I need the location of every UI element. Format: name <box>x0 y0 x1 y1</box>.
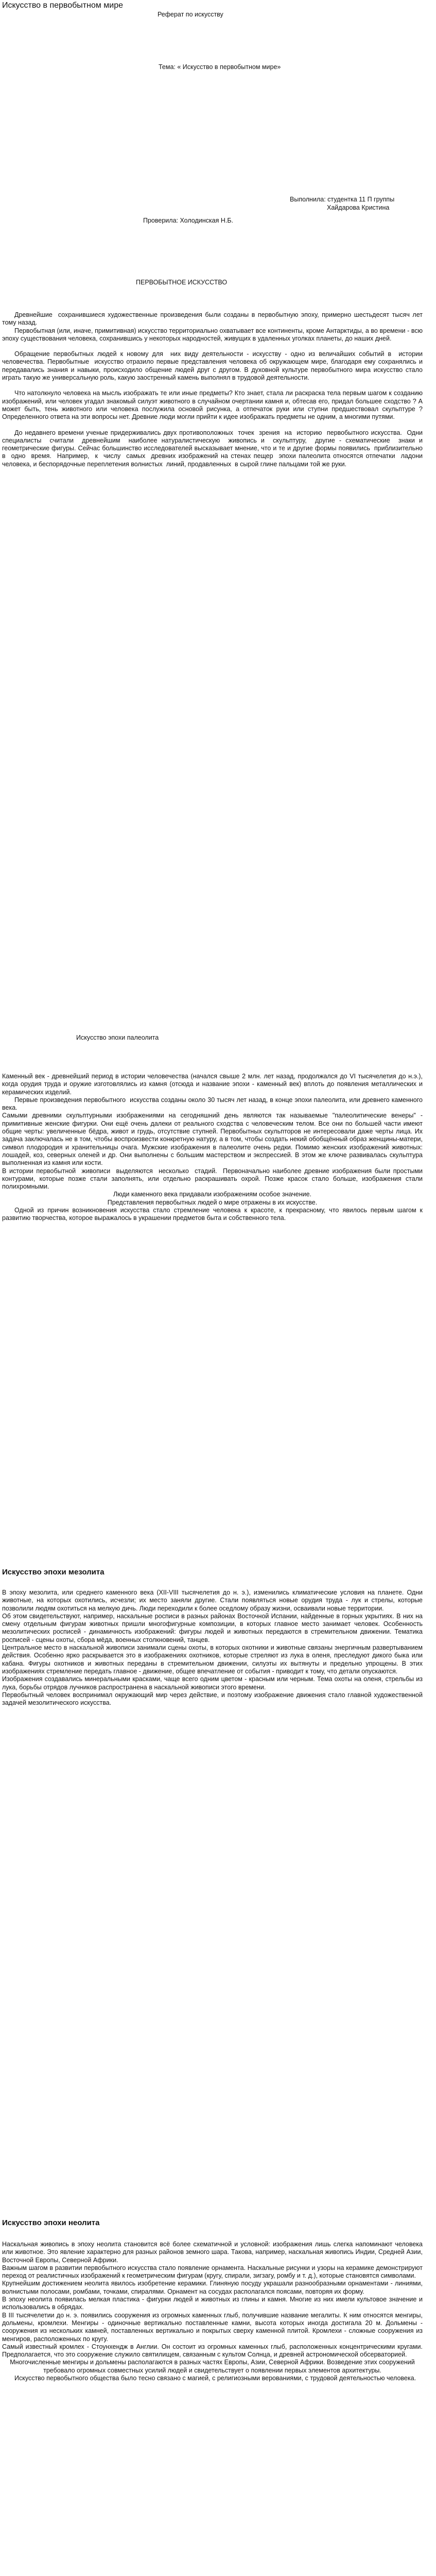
paragraph: Самыми древними скульптурными изображениями на сегодняшний день являются так называемые "палеолитические венеры" - примитивные женские фигурки. Они ещё очень далеки от реального сходства с человеческим телом. Все они по большей части имеют общие черты: увеличенные бёдра, живот и грудь, отсутствие ступней. Первобытных скульпторов не интересовали даже черты лица. Их задача заключалась не в том, чтобы воспроизвести конкретную натуру, а в том, чтобы создать некий обобщённый образ женщины-матери, символ плодородия и хранительницы очага. Мужские изображения в палеолите очень редки. Помимо женских изображений животных: лошадей, коз, северных оленей и др. Они выполнены с большим мастерством и экспрессией. В этом же ключе развивалась скульптура выполненная из камня или кости. <box>2 1112 425 1167</box>
performer-name: Хайдарова Кристина <box>327 204 390 211</box>
paragraph: Самый известный кромлех - Стоунхендж в Англии. Он состоит из огромных каменных глыб, расположенных концентрическими кругами. Предполагается, что это сооружение служило святилищем, связанным с культом Солнца, и древней астрономической обсерваторией. <box>2 2343 425 2359</box>
paragraph: В истории первобытной живописи выделяются несколько стадий. Первоначально наиболее древние изображения были простыми контурами, которые позже стали заполнять, или отдельно раскрашивать охрой. Позже красок стало больше, изображения стали полихромными. <box>2 1167 425 1191</box>
paragraph: Каменный век - древнейший период в истории человечества (начался свыше 2 млн. лет назад, продолжался до VI тысячелетия до н.э.), когда орудия труда и оружие изготовлялись из камня (отсюда и название эпохи - каменный век) вплоть до появления металлических и керамических изделий. <box>2 1073 425 1096</box>
paragraph: До недавнего времени ученые придерживались двух противоположных точек зрения на историю первобытного искусства. Одни специалисты считали древнейшим наиболее натуралистическую живопись и скульптуру, другие - схематические знаки и геометрические фигуры. Сейчас большинство исследователей высказывает мнение, что и те и другие формы появились приблизительно в одно время. Например, к числу самых древних изображений на стенах пещер эпохи палеолита относятся отпечатки ладони человека, и беспорядочные переплетения волнистых линий, продавленных в сырой глине пальцами той же руки. <box>2 429 426 468</box>
paragraph: Первые произведения первобытного искусства созданы около 30 тысяч лет назад, в конце эпохи палеолита, или древнего каменного века. <box>2 1096 425 1112</box>
paragraph: Наскальная живопись в эпоху неолита становится всё более схематичной и условной: изображения лишь слегка напоминают человека или животное. Это явление характерно для разных районов земного шара. Такова, например, наскальная живопись Индии, Средней Азии, Восточной Европы, Северной Африки. <box>2 2241 425 2264</box>
paragraph: Представления первобытных людей о мире отражены в их искусстве. <box>107 1198 318 1206</box>
paragraph: Об этом свидетельствуют, например, наскальные росписи в разных районах Восточной Испании, найденные в горных укрытиях. В них на смену отдельным фигурам животных пришли многофигурные композиции, в которых главное место занимает человек. Особенность мезолитических росписей - динамичность изображений: фигуры людей и животных передаются в стремительном движении. Тематика росписей - сцены охоты, сбора мёда, военных столкновений, танцев. <box>2 1612 425 1643</box>
document-title: Искусство в первобытном мире <box>2 1 124 10</box>
paragraph: Искусство первобытного общества было тесно связано с магией, с религиозными верованиями, с трудовой деятельностью человека. <box>14 2375 416 2382</box>
checker-line: Проверила: Холодинская Н.Б. <box>143 217 233 224</box>
performer-line: Выполнила: студентка 11 П группы <box>290 196 395 203</box>
paragraph: Крупнейшим достижением неолита явилось изобретение керамики. Глиняную посуду украшали разнообразными орнаментами - линиями, волнистыми полосами, ромбами, точками, спиралями. Орнамент на сосудах располагался поясами, повторяя их форму. <box>2 2280 425 2295</box>
paragraph: Центральное место в наскальной живописи занимали сцены охоты, в которых охотники и животные связаны энергичным развертыванием действия. Особенно ярко раскрывается это в изображениях охотников, которые стреляют из лука в оленя, преследуют дикого быка или кабана. Фигуры охотников и животных переданы в стремительном движении, силуэты их вытянуты и предельно упрощены. В этих изображениях стремление передать главное - движение, общее впечатление от события - приводит к тому, что детали опускаются. <box>2 1644 425 1675</box>
paleolith-text-block <box>2 1073 423 1223</box>
section-heading-primitive-art: ПЕРВОБЫТНОЕ ИСКУССТВО <box>136 279 228 286</box>
paragraph: Обращение первобытных людей к новому для них виду деятельности - искусству - одно из величайших событий в истории человечества. Первобытные искусство отразило первые представления человека об окружающем мире, благодаря ему сохранялись и передавались знания и навыки, происходило общение людей друг с другом. В духовной культуре первобытного мира искусство стало играть такую же универсальную роль, какую заостренный камень выполнял в трудовой деятельности. <box>2 350 425 382</box>
paragraph: Многочисленные менгиры и дольмены располагаются в разных частях Европы, Азии, Северной Африки. Возведение этих сооружений требовало огромных совместных усилий людей и свидетельствует о появлении первых элементов архитектуры. <box>10 2359 417 2374</box>
intro-text-block <box>2 311 426 468</box>
paragraph: Люди каменного века придавали изображениям особое значение. <box>113 1191 312 1198</box>
document-topic: Тема: « Искусство в первобытном мире» <box>159 63 281 71</box>
paragraph: В III тысячелетии до н. э. появились сооружения из огромных каменных глыб, получившие название мегалиты. К ним относятся менгиры, дольмены, кромлехи. Менгиры - одиночные вертикально поставленные камни, высота которых иногда достигала 20 м. Дольмены - сооружения из нескольких камней, поставленных вертикально и покрытых сверху каменной плитой. Кромлехи - сложные сооружения из менгиров, расположенных по кругу. <box>2 2311 425 2343</box>
section-title-neolithic: Искусство эпохи неолита <box>2 2218 100 2227</box>
illustrations-caption: Искусство эпохи палеолита <box>76 1034 159 1041</box>
paragraph: Первобытная (или, иначе, примитивная) искусство территориально охватывает все континенты, кроме Антарктиды, а во времени - всю эпоху существования человека, сохранившись у некоторых народностей, живущих в удаленных уголках планеты, до наших дней. <box>2 327 425 342</box>
mesolithic-text-block <box>2 1589 423 1707</box>
paragraph: Важным шагом в развитии первобытного искусства стало появление орнамента. Наскальные рисунки и узоры на керамике демонстрируют переход от реалистичных изображений к геометрическим фигурам (кругу, спирали, зигзагу, ромбу и т. д.), которые становятся символами. <box>2 2264 425 2280</box>
paragraph: Изображения создавались минеральными красками, чаще всего одним цветом - красным или черным. Тема охоты на оленя, стрельбы из лука, борьбы отрядов лучников распространена в наскальной живописи этого времени. <box>2 1675 425 1691</box>
paragraph: Древнейшие сохранившиеся художественные произведения были созданы в первобытную эпоху, примерно шестьдесят тысяч лет тому назад. <box>2 311 425 327</box>
paragraph: Первобытный человек воспринимал окружающий мир через действие, и поэтому изображение движения стало главной художественной задачей мезолитического искусства. <box>2 1691 425 1707</box>
neolithic-text-block <box>2 2241 423 2382</box>
paragraph: В эпоху мезолита, или среднего каменного века (XII-VIII тысячелетия до н. э.), изменились климатические условия на планете. Одни животные, на которых охотились, исчезли; их место заняли другие. Стали появляться новые орудия труда - лук и стрелы, которые позволили людям охотиться на мелкую дичь. Люди переходили к более оседлому образу жизни, осваивали новые территории. <box>2 1589 425 1612</box>
paragraph: Что натолкнуло человека на мысль изображать те или иные предметы? Кто знает, стала ли раскраска тела первым шагом к созданию изображений, или человек угадал знакомый силуэт животного в случайном очертании камня и, обтесав его, придал большее сходство ? А может быть, тень животного или человека послужила основой рисунка, а отпечаток руки или ступни предшествовал скульптуре ? Определенного ответа на эти вопросы нет. Древние люди могли прийти к идее изображать предметы не одним, а многими путями. <box>2 389 425 421</box>
paragraph: В эпоху неолита появилась мелкая пластика - фигурки людей и животных из глины и камня. Многие из них имели культовое значение и использовались в обрядах. <box>2 2296 425 2311</box>
section-title-mesolithic: Искусство эпохи мезолита <box>2 1568 104 1577</box>
paragraph: Одной из причин возникновения искусства стало стремление человека к красоте, к прекрасному, что явилось первым шагом к развитию творчества, которое выражалось в украшении предметов быта и собственного тела. <box>2 1207 425 1222</box>
document-subtitle: Реферат по искусству <box>158 11 223 18</box>
